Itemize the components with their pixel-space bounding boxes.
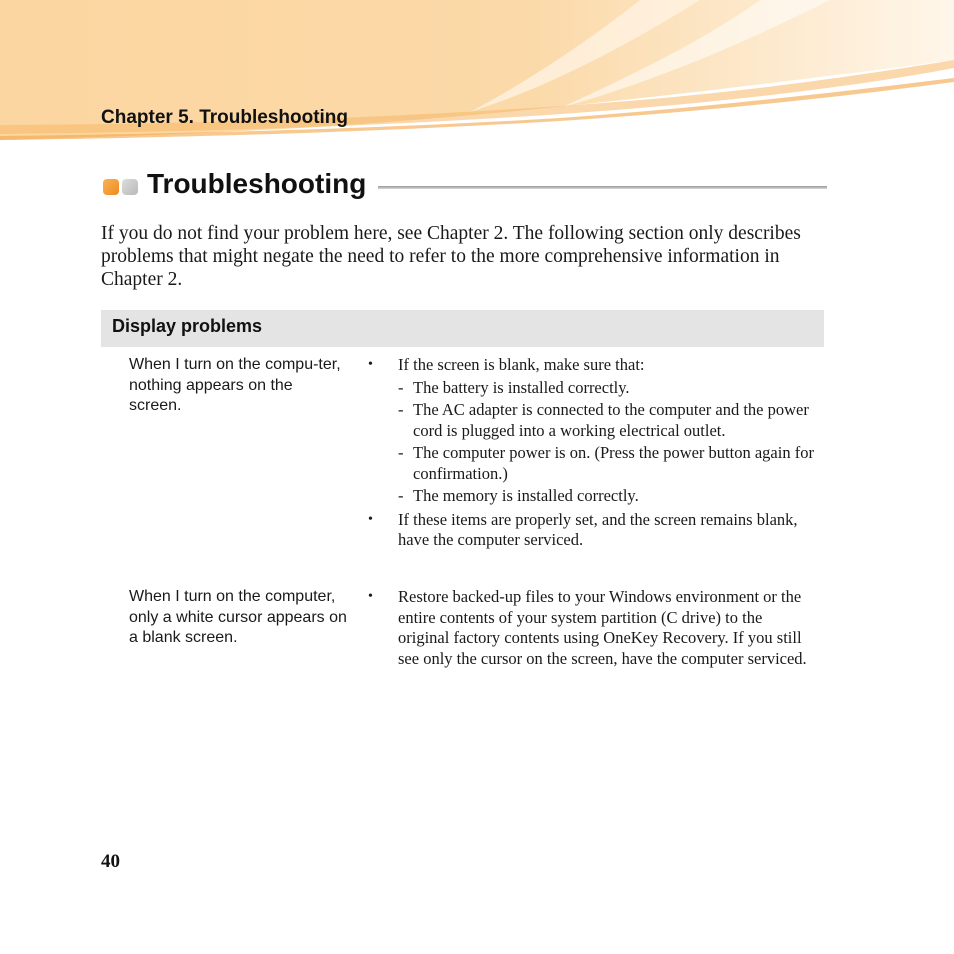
list-item-text: If these items are properly set, and the screen remains blank, have the computer serviced. [398, 509, 798, 549]
square-bullets-icon-gray [122, 179, 138, 195]
sub-list-item [398, 486, 817, 507]
dash-icon: - [398, 400, 404, 419]
list-item [367, 510, 817, 551]
solution-cell [367, 587, 817, 672]
sub-list-item-text: The battery is installed correctly. [413, 377, 630, 397]
list-item [367, 355, 817, 507]
section-heading [101, 168, 827, 208]
bullet-dot-icon: • [368, 511, 373, 527]
solution-cell [367, 355, 817, 554]
dash-icon: - [398, 486, 404, 505]
sub-list-item-text: The AC adapter is connected to the computer and the power cord is plugged into a working electrical outlet. [413, 400, 809, 440]
square-bullets-icon [103, 179, 119, 195]
bullet-dot-icon: • [368, 357, 373, 372]
chapter-title: Chapter 5. Troubleshooting [101, 107, 349, 128]
sub-list-item-text: The computer power is on. (Press the power button again for confirmation.) [413, 443, 814, 483]
list-item-text: If the screen is blank, make sure that: [398, 355, 645, 374]
symptom-text: When I turn on the compu-ter, nothing appears on the screen. [129, 356, 341, 415]
table-header-label: Display problems [112, 316, 263, 336]
symptom-text: When I turn on the computer, only a white cursor appears on a blank screen. [129, 588, 347, 647]
page-number: 40 [101, 851, 120, 872]
sub-list-item [398, 443, 817, 484]
dash-icon: - [398, 377, 404, 397]
section-title: Troubleshooting [147, 168, 367, 199]
table-header [101, 310, 824, 347]
sub-list-item-text: The memory is installed correctly. [413, 486, 639, 505]
list-item [367, 587, 817, 669]
list-item-text: Restore backed-up files to your Windows environment or the entire contents of your system partition (C drive) to the original factory contents using OneKey Recovery. If you still see only the cursor on the screen, have the computer serviced. [398, 587, 807, 668]
bullet-dot-icon: • [368, 589, 373, 604]
intro-paragraph: If you do not find your problem here, see Chapter 2. The following section only describes problems that might negate the need to refer to the more comprehensive information in Chapter 2. [101, 223, 801, 290]
heading-rule [378, 186, 827, 189]
dash-icon: - [398, 443, 404, 462]
sub-list-item [398, 378, 817, 399]
sub-list-item [398, 400, 817, 441]
